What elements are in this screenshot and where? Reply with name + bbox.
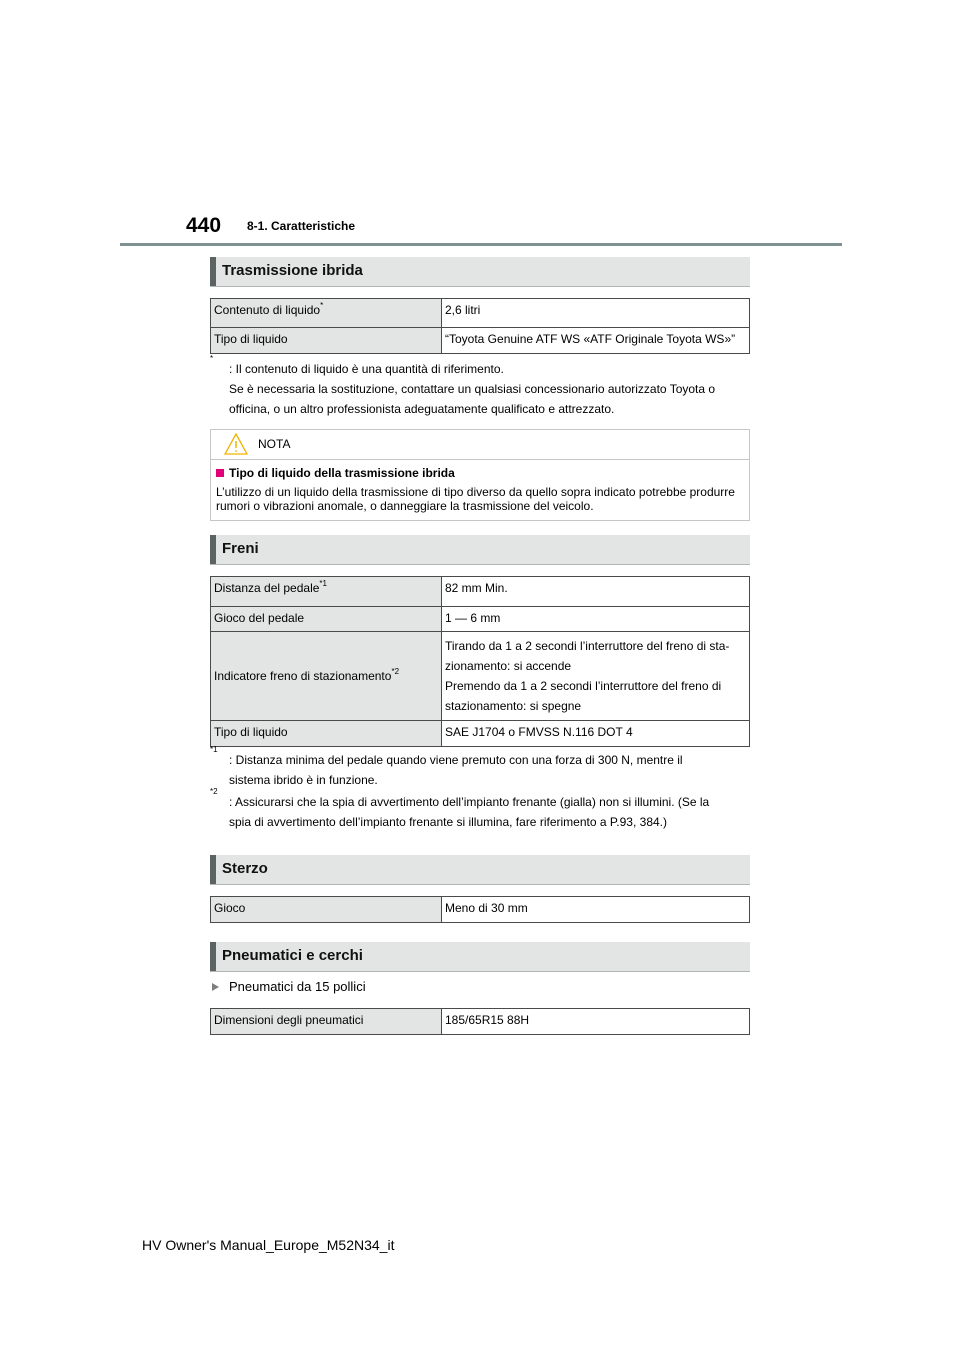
section-title: 8-1. Caratteristiche (247, 219, 356, 233)
triangle-bullet-icon (212, 983, 219, 991)
table-sterzo (210, 896, 750, 923)
nota-box (210, 429, 750, 521)
row-value: Tirando da 1 a 2 secondi l’interruttore del freno di sta- zionamento: si accende Premendo da 1 a 2 secondi l’interruttore del freno di stazionamento: si spegne (442, 632, 750, 721)
row-label: Dimensioni degli pneumatici (211, 1009, 442, 1035)
table-row (211, 721, 750, 747)
header-rule (120, 243, 842, 246)
table-trasmissione (210, 298, 750, 354)
table-row (211, 299, 750, 328)
table-row (211, 897, 750, 923)
heading-text: Pneumatici e cerchi (222, 947, 363, 964)
page-number: 440 (186, 214, 222, 237)
footnote-freni-1: $^{*1}$ : Distanza minima del pedale quando viene premuto con una forza di 300 N, mentre il sistema ibrido è in funzione. (210, 745, 683, 787)
table-row (211, 577, 750, 607)
table-pneumatici (210, 1008, 750, 1035)
heading-text: Sterzo (222, 860, 268, 877)
row-value: 2,6 litri (442, 299, 750, 328)
row-label: Distanza del pedale$^{*1}$ (211, 577, 442, 607)
heading-freni (210, 535, 750, 565)
warning-icon (224, 433, 248, 455)
footer-text: HV Owner's Manual_Europe_M52N34_it (142, 1237, 395, 1253)
row-value: SAE J1704 o FMVSS N.116 DOT 4 (442, 721, 750, 747)
footnote-liquid: * : Il contenuto di liquido è una quantità di riferimento. Se è necessaria la sostituzione, contattare un qualsiasi concessionario autorizzato Toyota o officina, o un altro professionista adeguatamente qualificato e attrezzato. (210, 354, 716, 416)
row-label: Indicatore freno di stazionamento$^{*2}$ (211, 632, 442, 721)
row-value: 185/65R15 88H (442, 1009, 750, 1035)
table-row (211, 328, 750, 354)
row-value: “Toyota Genuine ATF WS «ATF Originale Toyota WS»” (442, 328, 750, 354)
table-row (211, 632, 750, 721)
table-freni (210, 576, 750, 747)
heading-trasmissione-ibrida (210, 257, 750, 287)
row-label: Tipo di liquido (211, 721, 442, 747)
row-value: 1 — 6 mm (442, 607, 750, 632)
bullet-item (212, 979, 366, 994)
nota-subheading: Tipo di liquido della trasmissione ibrida (229, 466, 455, 480)
nota-title: NOTA (258, 437, 291, 451)
nota-text: L’utilizzo di un liquido della trasmissione di tipo diverso da quello sopra indicato potrebbe produrre rumori o vibrazioni anomale, o danneggiare la trasmissione del veicolo. (216, 485, 735, 513)
magenta-square-icon (216, 469, 224, 477)
row-label: Tipo di liquido (211, 328, 442, 354)
heading-text: Freni (222, 540, 259, 557)
table-row (211, 607, 750, 632)
row-value: 82 mm Min. (442, 577, 750, 607)
table-row (211, 1009, 750, 1035)
row-label: Gioco del pedale (211, 607, 442, 632)
heading-text: Trasmissione ibrida (222, 262, 363, 279)
heading-pneumatici (210, 942, 750, 972)
row-label: Contenuto di liquido* (211, 299, 442, 328)
bullet-text: Pneumatici da 15 pollici (229, 979, 366, 994)
heading-sterzo (210, 855, 750, 885)
footnote-freni-2: $^{*2}$ : Assicurarsi che la spia di avvertimento dell’impianto frenante (gialla) non si illumini. (Se la spia di avvertimento dell’impianto frenante si illumina, fare riferimento a P.93, 384.) (210, 787, 710, 829)
row-value: Meno di 30 mm (442, 897, 750, 923)
row-label: Gioco (211, 897, 442, 923)
